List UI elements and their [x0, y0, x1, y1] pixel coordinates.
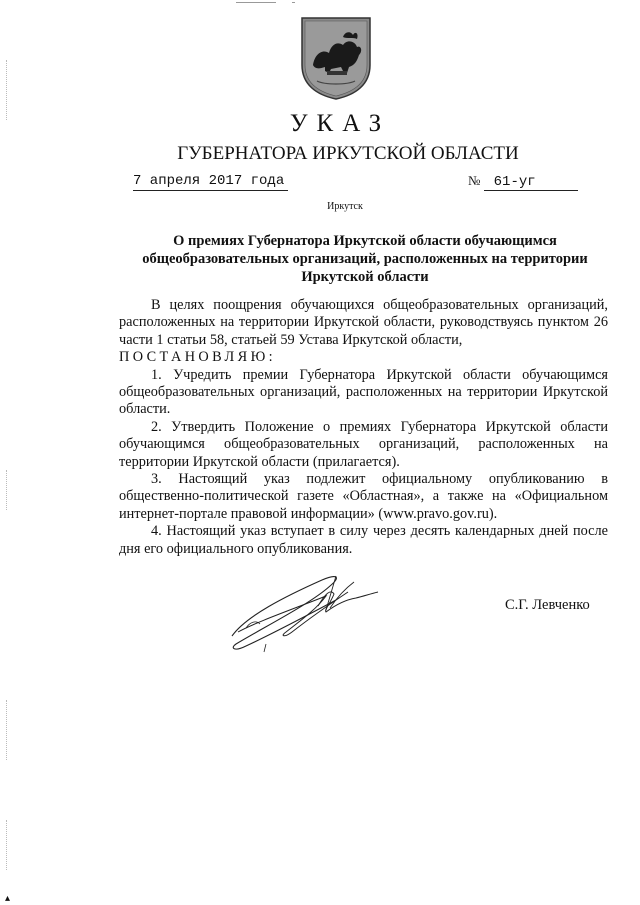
- heading-line: общеобразовательных организаций, расположенных на территории: [142, 251, 588, 267]
- margin-mark: [6, 470, 9, 510]
- document-subtitle: ГУБЕРНАТОРА ИРКУТСКОЙ ОБЛАСТИ: [177, 143, 519, 164]
- heading-line: О премиях Губернатора Иркутской области обучающимся: [173, 233, 557, 249]
- document-number: [468, 173, 578, 191]
- margin-mark: [6, 700, 9, 760]
- signer-name: С.Г. Левченко: [505, 597, 590, 613]
- scan-artifact: [236, 2, 276, 3]
- intro-paragraph: В целях поощрения обучающихся общеобразовательных организаций, расположенных на территории Иркутской области, руководствуясь пунктом 26 части 1 статьи 58, статьей 59 Устава Иркутской области,: [119, 297, 608, 348]
- city-label: Иркутск: [327, 201, 363, 212]
- item-paragraph: 3. Настоящий указ подлежит официальному опубликованию в общественно-политической газете «Областная», а также на «Официальном интернет-портале правовой информации» (www.pravo.gov.ru).: [119, 471, 608, 522]
- item-paragraph: 4. Настоящий указ вступает в силу через десять календарных дней после дня его официального опубликования.: [119, 523, 608, 557]
- corner-mark: ▴: [5, 893, 11, 904]
- heading-line: Иркутской области: [301, 269, 429, 285]
- coat-of-arms-icon: [299, 15, 373, 101]
- decree-heading: [130, 232, 600, 286]
- document-title: УКАЗ: [289, 110, 391, 137]
- number-label: №: [468, 173, 481, 188]
- decree-body: [119, 297, 608, 558]
- signature-icon: [226, 566, 386, 658]
- scan-artifact: [292, 2, 295, 3]
- margin-mark: [6, 820, 9, 870]
- decree-word: ПОСТАНОВЛЯЮ:: [119, 349, 277, 366]
- number-value: 61-уг: [484, 174, 578, 191]
- document-date: 7 апреля 2017 года: [133, 173, 288, 191]
- item-paragraph: 1. Учредить премии Губернатора Иркутской области обучающимся общеобразовательных организаций, расположенных на территории Иркутской области.: [119, 366, 608, 418]
- item-paragraph: 2. Утвердить Положение о премиях Губернатора Иркутской области обучающимся общеобразовательных организаций, расположенных на территории Иркутской области (прилагается).: [119, 418, 608, 470]
